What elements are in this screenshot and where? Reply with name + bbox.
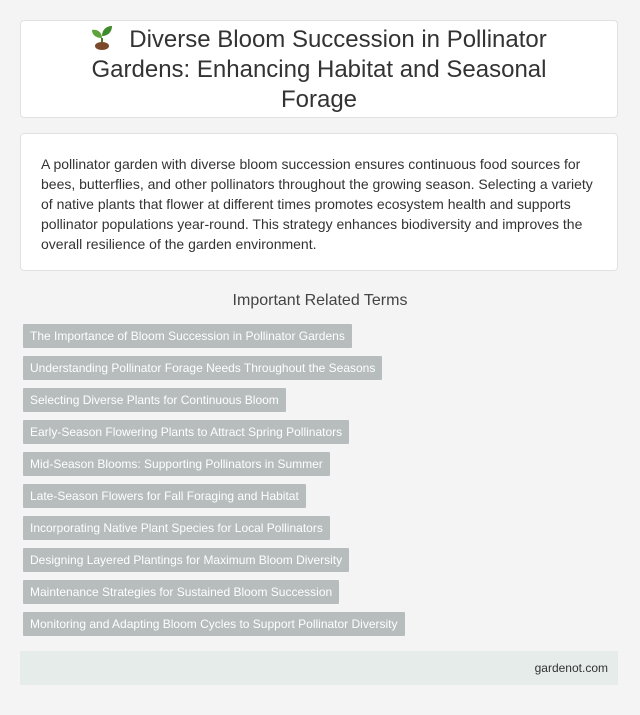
term-tag[interactable]: The Importance of Bloom Succession in Pollinator Gardens xyxy=(23,324,352,348)
term-tag[interactable]: Incorporating Native Plant Species for Local Pollinators xyxy=(23,516,330,540)
intro-card xyxy=(20,133,618,271)
title-card xyxy=(20,20,618,118)
related-terms-heading: Important Related Terms xyxy=(232,292,408,309)
term-tag[interactable]: Maintenance Strategies for Sustained Bloom Succession xyxy=(23,580,339,604)
term-tag[interactable]: Monitoring and Adapting Bloom Cycles to Support Pollinator Diversity xyxy=(23,612,405,636)
term-tag[interactable]: Early-Season Flowering Plants to Attract Spring Pollinators xyxy=(23,420,349,444)
footer xyxy=(20,651,618,685)
page-title-text: Diverse Bloom Succession in Pollinator Gardens: Enhancing Habitat and Seasonal Forage xyxy=(91,25,547,113)
term-tag[interactable]: Designing Layered Plantings for Maximum Bloom Diversity xyxy=(23,548,349,572)
term-tag[interactable]: Mid-Season Blooms: Supporting Pollinators in Summer xyxy=(23,452,330,476)
term-tag[interactable]: Late-Season Flowers for Fall Foraging and Habitat xyxy=(23,484,306,508)
term-tag[interactable]: Understanding Pollinator Forage Needs Throughout the Seasons xyxy=(23,356,382,380)
page-title xyxy=(51,24,587,115)
footer-site-link[interactable]: gardenot.com xyxy=(534,661,608,675)
related-terms-list xyxy=(23,324,619,644)
intro-paragraph: A pollinator garden with diverse bloom succession ensures continuous food sources for bees, butterflies, and other pollinators throughout the growing season. Selecting a variety of native plants that flower at different times promotes ecosystem health and supports pollinator populations year-round. This strategy enhances biodiversity and improves the overall resilience of the garden environment. xyxy=(41,156,593,252)
sprout-icon xyxy=(91,24,113,50)
term-tag[interactable]: Selecting Diverse Plants for Continuous Bloom xyxy=(23,388,286,412)
